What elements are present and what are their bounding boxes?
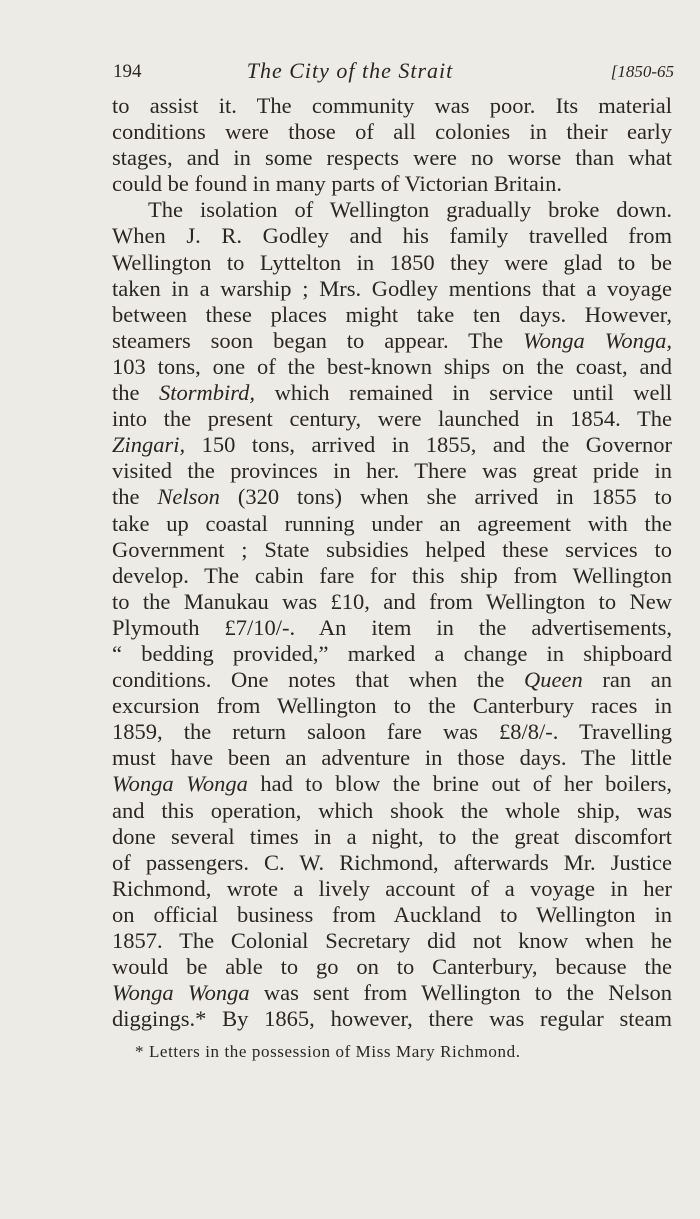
- text-line: [112, 824, 672, 850]
- text-run: Richmond, wrote a lively account of a voyage in her: [112, 875, 672, 901]
- text-run: develop. The cabin fare for this ship from Wellington: [112, 562, 672, 588]
- text-line: [112, 223, 672, 249]
- text-run: 150 tons, arrived in 1855, and the Governor: [185, 432, 672, 458]
- text-run: excursion from Wellington to the Canterbury races in: [112, 693, 672, 719]
- text-run: steamers soon began to appear. The: [112, 327, 524, 353]
- text-run: Plymouth £7/10/-. An item in the advertisements,: [112, 614, 672, 640]
- text-line: [112, 798, 672, 824]
- text-line: [112, 667, 672, 693]
- text-run: Wellington to Lyttelton in 1850 they were glad to be: [112, 249, 672, 275]
- text-run: would be able to go on to Canterbury, because the: [112, 954, 672, 980]
- text-run: “ bedding provided,” marked a change in shipboard: [112, 640, 672, 666]
- text-line: [112, 771, 672, 797]
- italic-ship-name: Wonga Wonga: [112, 771, 248, 797]
- text-line: [112, 745, 672, 771]
- text-run: 1859, the return saloon fare was £8/8/-. Travelling: [112, 719, 672, 745]
- text-run: When J. R. Godley and his family travelled from: [112, 223, 672, 249]
- text-line: [112, 850, 672, 876]
- text-line: [112, 928, 672, 954]
- text-line: [112, 876, 672, 902]
- text-line: [112, 615, 672, 641]
- text-line: [112, 406, 672, 432]
- text-line: [112, 380, 672, 406]
- text-line: [112, 511, 672, 537]
- running-title: The City of the Strait: [246, 58, 454, 83]
- footnote: * Letters in the possession of Miss Mary Richmond.: [135, 1042, 521, 1061]
- text-run: taken in a warship ; Mrs. Godley mentions that a voyage: [112, 275, 672, 301]
- text-run: on official business from Auckland to Wellington in: [112, 901, 672, 927]
- text-run: ran an: [582, 667, 672, 693]
- text-line: [112, 719, 672, 745]
- text-line: [112, 458, 672, 484]
- text-line: [112, 980, 672, 1006]
- text-line: [112, 589, 672, 615]
- text-line: [112, 93, 672, 119]
- text-run: of passengers. C. W. Richmond, afterwards Mr. Justice: [112, 849, 672, 875]
- text-line: [112, 693, 672, 719]
- text-line: [112, 171, 672, 197]
- date-range: [1850-65: [610, 62, 674, 81]
- text-run: conditions were those of all colonies in their early: [112, 119, 672, 145]
- text-line: [112, 641, 672, 667]
- text-run: the: [112, 484, 158, 510]
- italic-ship-name: Zingari,: [112, 432, 186, 458]
- text-line: [112, 302, 672, 328]
- text-run: could be found in many parts of Victorian Britain.: [112, 171, 563, 197]
- text-run: to assist it. The community was poor. Its material: [112, 93, 672, 118]
- italic-ship-name: Wonga Wonga,: [523, 327, 673, 353]
- text-run: The isolation of Wellington gradually broke down.: [148, 197, 672, 223]
- text-line: [112, 1006, 672, 1032]
- page-number: 194: [113, 61, 142, 82]
- text-line: [112, 902, 672, 928]
- text-line: [112, 276, 672, 302]
- text-run: 103 tons, one of the best-known ships on the coast, and: [112, 353, 672, 379]
- text-run: (320 tons) when she arrived in 1855 to: [219, 484, 672, 510]
- text-line: [112, 954, 672, 980]
- text-line: [112, 197, 672, 223]
- text-run: and this operation, which shook the whole ship, was: [112, 797, 672, 823]
- italic-ship-name: Queen: [524, 667, 583, 693]
- text-line: [112, 250, 672, 276]
- body-text: [112, 93, 672, 1032]
- text-line: [112, 354, 672, 380]
- text-run: to the Manukau was £10, and from Wellington to New: [112, 588, 672, 614]
- italic-ship-name: Nelson: [157, 484, 220, 510]
- text-run: Government ; State subsidies helped these services to: [112, 536, 672, 562]
- text-run: must have been an adventure in those days. The little: [112, 745, 672, 771]
- text-run: 1857. The Colonial Secretary did not know when he: [112, 928, 672, 953]
- text-line: [112, 563, 672, 589]
- text-run: conditions. One notes that when the: [112, 667, 525, 693]
- text-run: take up coastal running under an agreement with the: [112, 510, 672, 536]
- text-run: the: [112, 380, 159, 406]
- italic-ship-name: Stormbird,: [159, 380, 256, 406]
- text-line: [112, 484, 672, 510]
- text-run: had to blow the brine out of her boilers,: [247, 771, 672, 797]
- running-header: [0, 58, 700, 86]
- text-run: into the present century, were launched in 1854. The: [112, 406, 672, 432]
- text-line: [112, 328, 672, 354]
- text-run: which remained in service until well: [255, 380, 672, 406]
- text-line: [112, 119, 672, 145]
- text-run: was sent from Wellington to the Nelson: [249, 980, 672, 1006]
- text-run: diggings.* By 1865, however, there was regular steam: [112, 1006, 672, 1032]
- text-run: stages, and in some respects were no worse than what: [112, 145, 672, 171]
- italic-ship-name: Wonga Wonga: [112, 980, 250, 1006]
- text-run: visited the provinces in her. There was great pride in: [112, 458, 672, 484]
- text-run: between these places might take ten days. However,: [112, 301, 672, 327]
- text-line: [112, 432, 672, 458]
- text-line: [112, 537, 672, 563]
- text-run: done several times in a night, to the great discomfort: [112, 823, 672, 849]
- text-line: [112, 145, 672, 171]
